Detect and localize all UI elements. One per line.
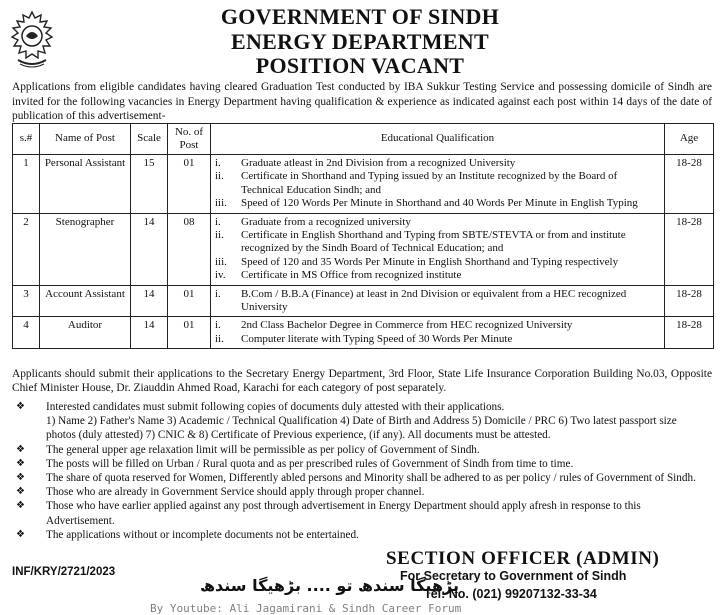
telephone-number: Tel: No. (021) 99207132-33-34	[424, 587, 597, 601]
diamond-bullet-icon: ❖	[16, 457, 25, 469]
qualification-item: i. Graduate from a recognized university	[215, 215, 411, 228]
list-item: ❖ The share of quota reserved for Women, Differently abled persons and Minority shall be adhered to as per policy / rules of Government of Sindh.	[12, 471, 702, 485]
qualification-item: i. 2nd Class Bachelor Degree in Commerce from HEC recognized University	[215, 319, 573, 332]
table-header-row	[13, 124, 714, 155]
cell-post-name: Personal Assistant	[40, 155, 131, 214]
col-header-sn: s.#	[13, 124, 40, 155]
submission-address-paragraph: Applicants should submit their applications to the Secretary Energy Department, 3rd Floor, State Life Insurance Corporation Building No.03, Opposite Chief Minister House, Dr. Ziauddin Ahmed Road, Karachi for each category of post separately.	[12, 368, 712, 395]
instructions-list	[12, 400, 702, 542]
col-header-no-of-post: No. of Post	[168, 124, 211, 155]
diamond-bullet-icon: ❖	[16, 486, 25, 498]
diamond-bullet-icon: ❖	[16, 500, 25, 512]
cell-qualification	[211, 317, 665, 349]
cell-age: 18-28	[665, 155, 714, 214]
cell-sn: 2	[13, 213, 40, 285]
section-officer-title: SECTION OFFICER (ADMIN)	[386, 548, 660, 569]
qualification-item: i. Graduate atleast in 2nd Division from a recognized University	[215, 157, 516, 169]
vacancy-table	[12, 123, 714, 349]
cell-age: 18-28	[665, 317, 714, 349]
list-item: ❖ Those who have earlier applied against any post through advertisement in Energy Department should apply afresh in response to this Advertisement.	[12, 499, 702, 527]
cell-qualification	[211, 213, 665, 285]
cell-scale: 14	[131, 213, 168, 285]
diamond-bullet-icon: ❖	[16, 528, 25, 540]
cell-sn: 1	[13, 155, 40, 214]
cell-scale: 14	[131, 317, 168, 349]
watermark: By Youtube: Ali Jagamirani & Sindh Career Forum	[150, 602, 462, 615]
list-item: ❖ The general upper age relaxation limit will be permissible as per policy of Government of Sindh.	[12, 443, 702, 457]
col-header-qualification: Educational Qualification	[211, 124, 665, 155]
qualification-item: ii. Certificate in English Shorthand and Typing from SBTE/STEVTA or from and institute recognized by the Sindh Board of Technical Education; and	[215, 229, 626, 255]
list-item: ❖ The posts will be filled on Urban / Rural quota and as per prescribed rules of Government of Sindh from time to time.	[12, 457, 702, 471]
table-row	[13, 155, 714, 214]
qualification-item: ii. Certificate in Shorthand and Typing issued by an Institute recognized by the Board of Technical Education Sindh; and	[215, 170, 618, 196]
col-header-scale: Scale	[131, 124, 168, 155]
diamond-bullet-icon: ❖	[16, 472, 25, 484]
cell-qualification	[211, 155, 665, 214]
diamond-bullet-icon: ❖	[16, 443, 25, 455]
list-item: ❖ Those who are already in Government Service should apply through proper channel.	[12, 485, 702, 499]
cell-scale: 14	[131, 285, 168, 317]
cell-sn: 4	[13, 317, 40, 349]
cell-no-of-post: 08	[168, 213, 211, 285]
diamond-bullet-icon	[12, 414, 46, 442]
cell-post-name: Account Assistant	[40, 285, 131, 317]
list-item: ❖ The applications without or incomplete documents not be entertained.	[12, 528, 702, 542]
col-header-age: Age	[665, 124, 714, 155]
header-position-vacant: POSITION VACANT	[255, 53, 465, 78]
col-header-name: Name of Post	[40, 124, 131, 155]
qualification-item: i. B.Com / B.B.A (Finance) at least in 2nd Division or equivalent from a HEC recognized University	[215, 287, 627, 314]
intro-paragraph: Applications from eligible candidates having cleared Graduation Test conducted by IBA Sukkur Testing Service and possessing domicile of Sindh are invited for the following vacancies in Energy Department having qualification & experience as indicated against each post within 14 days of the date of publication of this advertisement-	[12, 81, 712, 122]
cell-no-of-post: 01	[168, 285, 211, 317]
reference-number: INF/KRY/2721/2023	[12, 566, 116, 578]
for-secretary-line: For Secretary to Government of Sindh	[400, 569, 627, 583]
documents-list: 1) Name 2) Father's Name 3) Academic / Technical Qualification 4) Date of Birth and Address 5) Domicile / PRC 6) Two latest passport size photos (duly attested) 7) CNIC & 8) Certificate of Previous experience, (if any). All documents must be attested.	[46, 415, 677, 442]
table-row	[13, 213, 714, 285]
diamond-bullet-icon: ❖	[16, 401, 25, 412]
cell-scale: 15	[131, 155, 168, 214]
cell-qualification	[211, 285, 665, 317]
cell-sn: 3	[13, 285, 40, 317]
list-item	[12, 414, 702, 442]
list-item: ❖ Interested candidates must submit following copies of documents duly attested with their applications.	[12, 400, 702, 414]
cell-age: 18-28	[665, 285, 714, 317]
cell-age: 18-28	[665, 213, 714, 285]
qualification-item: iii. Speed of 120 Words Per Minute in Shorthand and 40 Words Per Minute in English Typing	[215, 197, 638, 210]
qualification-item: ii. Computer literate with Typing Speed of 30 Words Per Minute	[215, 332, 513, 345]
cell-no-of-post: 01	[168, 155, 211, 214]
table-row	[13, 317, 714, 349]
qualification-item: iv. Certificate in MS Office from recognized institute	[215, 269, 462, 282]
urdu-slogan: پڑھیگا سندھ تو .... بڑھیگا سندھ	[200, 576, 460, 595]
table-row	[13, 285, 714, 317]
qualification-item: iii. Speed of 120 and 35 Words Per Minute in English Shorthand and Typing respectively	[215, 255, 619, 268]
cell-no-of-post: 01	[168, 317, 211, 349]
header-department: ENERGY DEPARTMENT	[231, 29, 489, 54]
cell-post-name: Auditor	[40, 317, 131, 349]
cell-post-name: Stenographer	[40, 213, 131, 285]
header-government: GOVERNMENT OF SINDH	[220, 4, 500, 29]
